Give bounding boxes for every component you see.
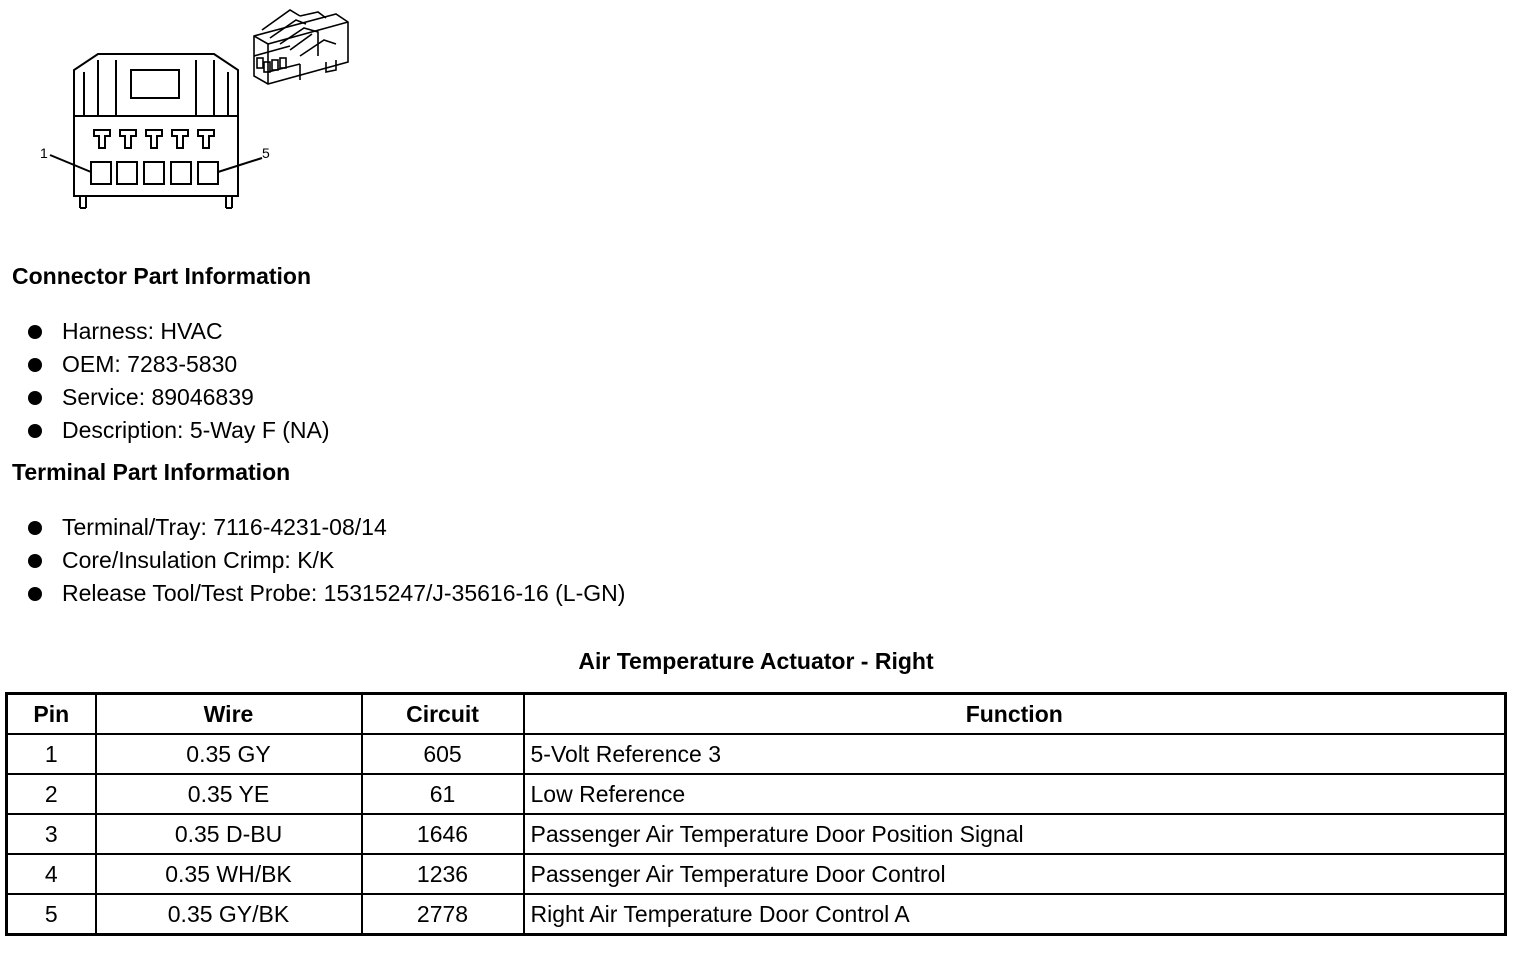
cell-circuit: 2778 <box>362 894 524 935</box>
table-header-row <box>7 694 1506 735</box>
bullet-icon <box>28 391 42 405</box>
cell-wire: 0.35 GY <box>96 734 362 774</box>
list-item-text: Service: 89046839 <box>62 384 254 410</box>
list-item <box>28 315 330 348</box>
list-item <box>28 544 625 577</box>
list-item <box>28 381 330 414</box>
cell-function: Passenger Air Temperature Door Control <box>524 854 1506 894</box>
terminal-info-list <box>28 511 625 610</box>
table-row <box>7 774 1506 814</box>
list-item-text: Terminal/Tray: 7116-4231-08/14 <box>62 514 387 540</box>
cell-function: Low Reference <box>524 774 1506 814</box>
cell-pin: 5 <box>7 894 96 935</box>
column-header-wire: Wire <box>96 694 362 735</box>
table-title: Air Temperature Actuator - Right <box>578 648 934 674</box>
list-item-text: OEM: 7283-5830 <box>62 351 238 377</box>
cell-wire: 0.35 GY/BK <box>96 894 362 935</box>
cell-pin: 1 <box>7 734 96 774</box>
bullet-icon <box>28 325 42 339</box>
bullet-icon <box>28 424 42 438</box>
list-item-text: Description: 5-Way F (NA) <box>62 417 330 443</box>
list-item <box>28 577 625 610</box>
cell-pin: 2 <box>7 774 96 814</box>
connector-info-title: Connector Part Information <box>12 263 312 289</box>
list-item-text: Harness: HVAC <box>62 318 223 344</box>
cell-circuit: 605 <box>362 734 524 774</box>
cell-wire: 0.35 WH/BK <box>96 854 362 894</box>
list-item-text: Release Tool/Test Probe: 15315247/J-35616-16 (L-GN) <box>62 580 626 606</box>
table-row <box>7 734 1506 774</box>
pin-label-first: 1 <box>40 145 48 161</box>
cell-function: 5-Volt Reference 3 <box>524 734 1506 774</box>
connector-face-drawing <box>50 54 262 208</box>
list-item <box>28 348 330 381</box>
cell-function: Right Air Temperature Door Control A <box>524 894 1506 935</box>
table-row <box>7 854 1506 894</box>
bullet-icon <box>28 587 42 601</box>
bullet-icon <box>28 358 42 372</box>
cell-pin: 3 <box>7 814 96 854</box>
connector-isometric-drawing <box>254 10 348 84</box>
pinout-table <box>5 692 1507 936</box>
cell-function: Passenger Air Temperature Door Position Signal <box>524 814 1506 854</box>
connector-info-list <box>28 315 330 447</box>
column-header-pin: Pin <box>7 694 96 735</box>
cell-wire: 0.35 D-BU <box>96 814 362 854</box>
column-header-circuit: Circuit <box>362 694 524 735</box>
list-item-text: Core/Insulation Crimp: K/K <box>62 547 335 573</box>
terminal-info-title: Terminal Part Information <box>12 459 291 485</box>
cell-circuit: 1236 <box>362 854 524 894</box>
column-header-function: Function <box>524 694 1506 735</box>
list-item <box>28 511 625 544</box>
table-row <box>7 814 1506 854</box>
cell-circuit: 61 <box>362 774 524 814</box>
cell-wire: 0.35 YE <box>96 774 362 814</box>
pin-label-last: 5 <box>262 145 270 161</box>
bullet-icon <box>28 554 42 568</box>
cell-pin: 4 <box>7 854 96 894</box>
bullet-icon <box>28 521 42 535</box>
cell-circuit: 1646 <box>362 814 524 854</box>
list-item <box>28 414 330 447</box>
table-row <box>7 894 1506 935</box>
connector-diagram <box>0 0 380 220</box>
